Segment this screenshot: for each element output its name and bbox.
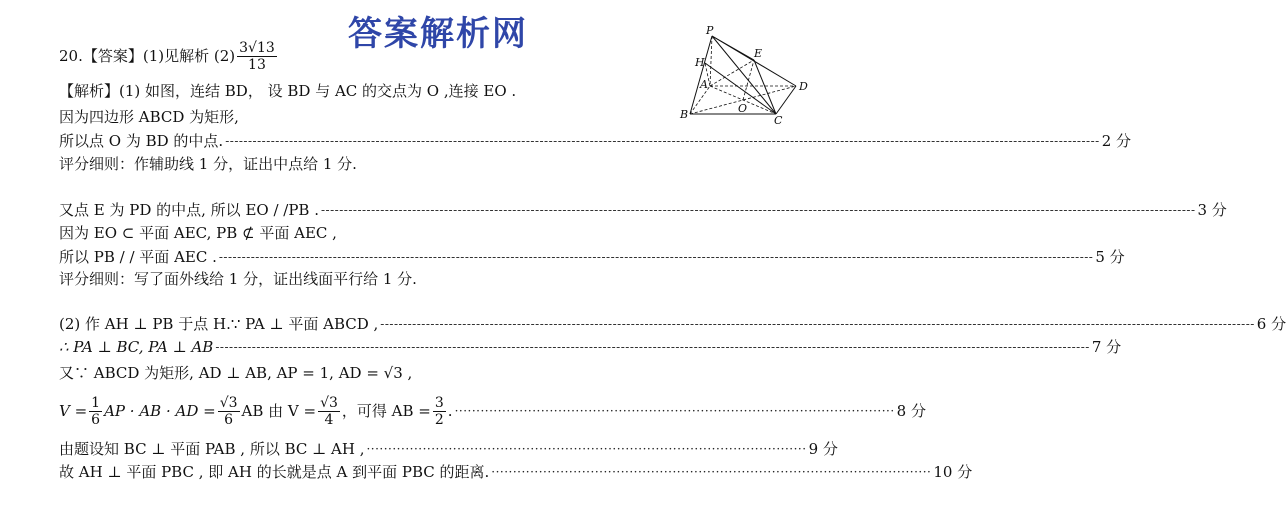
scored-line [59, 130, 1132, 152]
label-a: A [700, 78, 708, 91]
leader-dashes: ------------------------------------------------------------------------------------------------------------------------------------------------------------------------------------------------ [321, 203, 1196, 217]
line-text: 故 AH ⊥ 平面 PBC , 即 AH 的长就是点 A 到平面 PBC 的距离. [59, 463, 490, 481]
line-text: 评分细则：写了面外线给 1 分，证出线面平行给 1 分. [59, 270, 417, 288]
answer-fraction [237, 40, 277, 73]
fraction-numerator: 3 [434, 394, 444, 411]
formula-part: V = [59, 402, 88, 420]
score-points: 6 分 [1256, 315, 1286, 333]
leader-dots: ······································································································ [454, 404, 895, 418]
analysis-line [59, 80, 516, 102]
fraction-denominator: 6 [91, 411, 101, 428]
line-text: 因为 EO ⊂ 平面 AEC, PB ⊄ 平面 AEC , [59, 224, 337, 242]
score-points: 3 分 [1197, 201, 1227, 219]
fraction-denominator: 13 [248, 56, 266, 73]
formula-part: . [447, 402, 453, 420]
answer-line [59, 38, 279, 74]
score-points: 8 分 [896, 402, 926, 420]
volume-formula-line [59, 391, 926, 431]
grading-note [59, 153, 357, 175]
score-points: 10 分 [933, 463, 973, 481]
answer-prefix: 20.【答案】(1)见解析 (2) [59, 47, 236, 65]
fraction-three-halves [433, 395, 446, 428]
score-points: 9 分 [808, 440, 838, 458]
fraction-denominator: 4 [324, 411, 334, 428]
leader-dots: ······································································································ [491, 465, 932, 479]
formula-part: AP · AB · AD = [104, 402, 216, 420]
pyramid-figure [676, 22, 812, 126]
fraction-numerator: √3 [320, 394, 338, 411]
leader-dashes: ------------------------------------------------------------------------------------------------------------------------------------------------------------------------------------------------ [380, 317, 1255, 331]
fraction-one-sixth [89, 395, 102, 428]
formula-part: ，可得 AB = [341, 402, 431, 420]
formula-part: AB 由 V = [241, 402, 317, 420]
line-text: 因为四边形 ABCD 为矩形, [59, 108, 239, 126]
fraction-numerator: 1 [91, 394, 101, 411]
fraction-denominator: 6 [224, 411, 234, 428]
leader-dots: ······································································································ [366, 442, 807, 456]
line-text: 【解析】(1) 如图，连结 BD， 设 BD 与 AC 的交点为 O ,连接 EO . [59, 82, 517, 100]
scored-line [59, 336, 1122, 358]
scored-line [59, 199, 1227, 221]
label-p: P [706, 24, 714, 37]
scored-line [59, 313, 1286, 335]
grading-note [59, 268, 417, 290]
label-b: B [680, 108, 689, 121]
scored-line [59, 438, 838, 460]
label-c: C [774, 114, 783, 127]
label-h: H [695, 56, 705, 69]
scored-line [59, 461, 973, 483]
fraction-denominator: 2 [434, 411, 444, 428]
label-d: D [799, 80, 808, 93]
fraction-root3-over-6 [218, 395, 240, 428]
line-text: (2) 作 AH ⊥ PB 于点 H.∵ PA ⊥ 平面 ABCD , [59, 315, 379, 333]
leader-dashes: ------------------------------------------------------------------------------------------------------------------------------------------------------------------------------------------------ [218, 250, 1094, 264]
score-points: 5 分 [1095, 248, 1125, 266]
line-text: 又∵ ABCD 为矩形, AD ⊥ AB, AP = 1, AD = √3 , [59, 364, 413, 382]
line-text: 所以 PB / / 平面 AEC . [59, 248, 217, 266]
line-text: 所以点 O 为 BD 的中点. [59, 132, 224, 150]
watermark-logo: 答案解析网 [348, 14, 528, 54]
leader-dashes: ------------------------------------------------------------------------------------------------------------------------------------------------------------------------------------------------ [225, 134, 1100, 148]
line-text: 评分细则：作辅助线 1 分，证出中点给 1 分. [59, 155, 357, 173]
label-o: O [738, 102, 748, 115]
fraction-numerator: 3√13 [239, 39, 275, 56]
line-text: 又点 E 为 PD 的中点, 所以 EO / /PB . [59, 201, 319, 219]
text-line [59, 362, 412, 384]
fraction-numerator: √3 [219, 394, 238, 411]
leader-dashes: ------------------------------------------------------------------------------------------------------------------------------------------------------------------------------------------------ [215, 340, 1090, 354]
scored-line [59, 246, 1125, 268]
score-points: 2 分 [1101, 132, 1132, 150]
text-line [59, 222, 337, 244]
fraction-root3-over-4 [318, 395, 340, 428]
score-points: 7 分 [1091, 338, 1122, 356]
label-e: E [754, 47, 763, 60]
line-text: ∴ PA ⊥ BC, PA ⊥ AB [59, 338, 214, 356]
line-text: 由题设知 BC ⊥ 平面 PAB , 所以 BC ⊥ AH , [59, 440, 365, 458]
text-line [59, 106, 239, 128]
